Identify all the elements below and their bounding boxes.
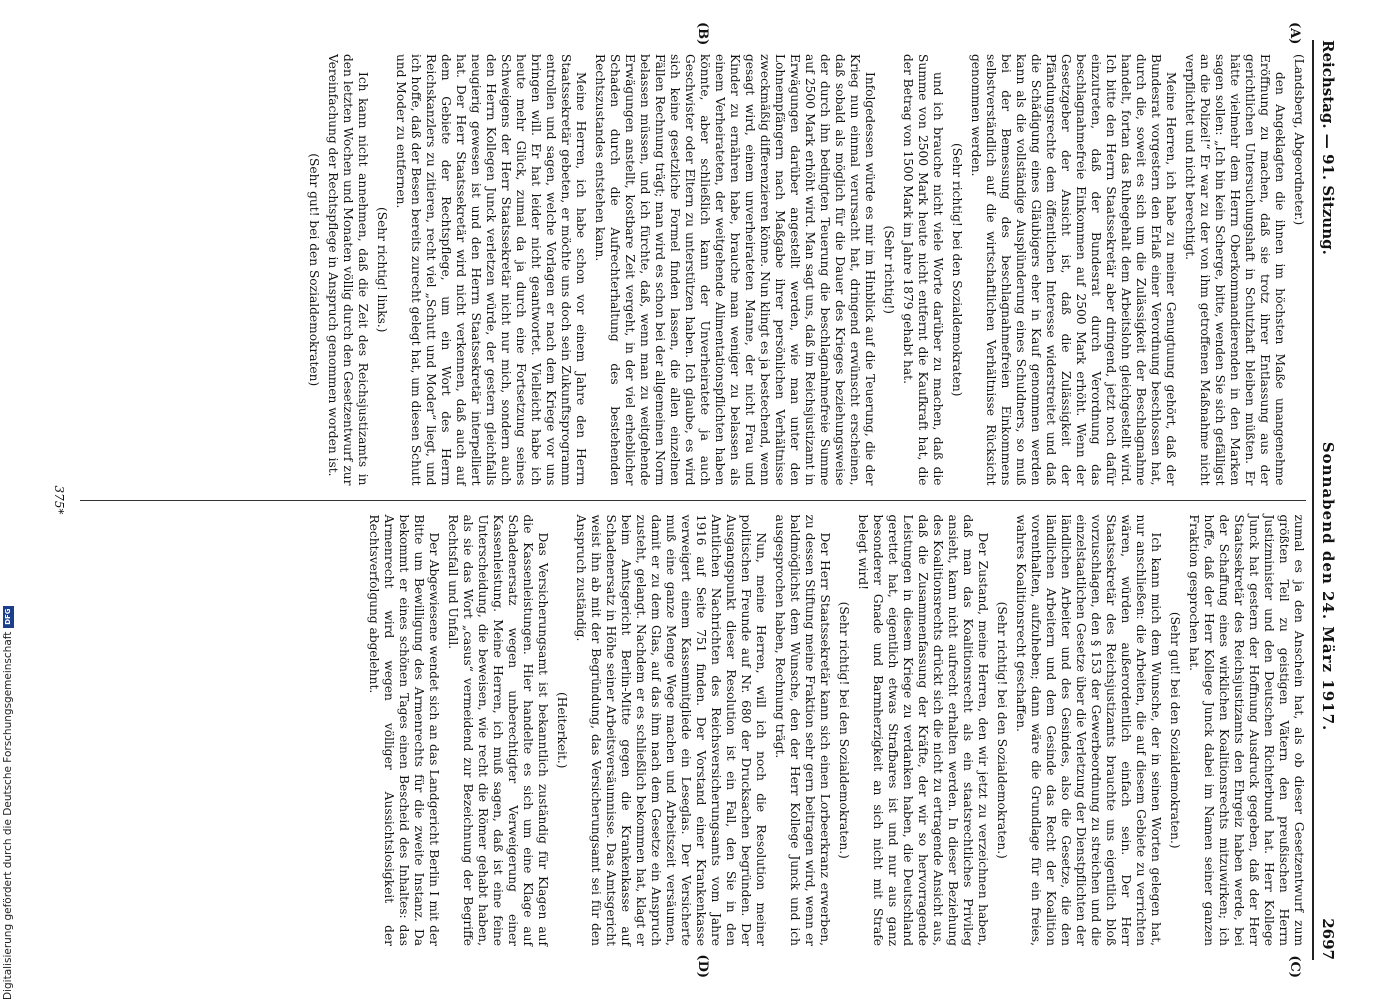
margin-letter-a: (A): [1287, 22, 1302, 45]
interjection: (Sehr gut! bei den Sozialdemokraten): [307, 153, 321, 387]
dfg-logo: DFG: [3, 606, 14, 628]
margin-letter-b: (B): [695, 22, 710, 46]
right-column: [80, 501, 1306, 961]
paragraph: Das Versicherungsamt ist bekanntlich zuständig für Klagen auf die Kassenleistungen. Hier handelte es sich um eine Klage auf Schadenersatz wegen unberechtigter Verweigerung einer Kassenleistung. Meine Herren, ich muß sagen, daß ist eine feine Unterscheidung, die beweisen, wie recht die Römer gehabt haben, als sie das Wort „casus“ vermeidend zur Bezeichnung der Begriffe Rechtsfall und Unfall.: [446, 514, 550, 946]
paragraph: Ich kann nicht annehmen, daß die Zeit des Reichsjustizamts in den letzten Wochen und Monaten völlig durch den Gesetzentwurf zur Vereinfachung der Rechtspflege in Anspruch genommen worden ist.: [326, 54, 370, 486]
interjection: (Sehr richtig!): [882, 225, 896, 314]
page-footer-number: 375*: [52, 485, 66, 515]
digitization-text: Digitalisierung gefördert durch die Deutsche Forschungsgemeinschaft: [2, 631, 14, 1000]
paragraph: Meine Herren, ich habe zu meiner Genugtuung gehört, daß der Bundesrat vorgestern den Erlaß einer Verordnung beschlossen hat, durch die, soweit es sich um die Zulässigkeit der Beschlagnahme handelt, fortan das Ruhegehalt dem Arbeitslohn gleichgestellt wird. Ich bitte den Herrn Staatssekretär aber dringend, jetzt noch dafür einzutreten, daß der Bundesrat durch Verordnung das beschlagnahmefreie Einkommen auf 2500 Mark erhöht. Wenn der Gesetzgeber der Ansicht ist, daß die Zulässigkeit der Pfändungsrechte dem öffentlichen Interesse widerstreitet und daß die Schädigung eines Gläubigers eher in Kauf genommen werden kann als die vollständige Ausplünderung eines Schuldners, so muß bei der Bemessung des beschlagnahmefreien Einkommens selbstverständlich auf die wirtschaftlichen Verhältnisse Rücksicht genommen werden.: [969, 54, 1178, 486]
header-left: Reichstag. — 91. Sitzung.: [1319, 40, 1337, 255]
paragraph: und ich brauche nicht viele Worte darüber zu machen, daß die Summe von 2500 Mark heute nicht entfernt die Kaufkraft hat, die der Betrag von 1500 Mark im Jahre 1879 gehabt hat.: [901, 54, 945, 486]
paragraph: (Landsberg, Abgeordneter.): [1292, 54, 1306, 226]
interjection: (Heiterkeit.): [555, 692, 569, 769]
document-page: [40, 20, 1350, 980]
left-column: [80, 40, 1306, 500]
paragraph: Ich kann mich dem Wunsche, der in seinen Worten gelegen hat, nur anschließen: die Arbeiten, die auf diesem Gebiete zu verrichten wären, würden außerordentlich einfach sein. Der Herr Staatssekretär des Reichsjustizamts brauchte uns eigentlich bloß vorzuschlagen, den § 153 der Gewerbeordnung zu streichen und die einzelstaatlichen Gesetze über die Verletzung der Dienstpflichten der ländlichen Arbeiter und des Gesindes, also die Gesetze, die den ländlichen Arbeitern und dem Gesinde das Recht der Koalition vorenthalten, aufzuheben; dann wäre die Grundlage für ein freies, wahres Koalitionsrecht geschaffen.: [1014, 514, 1163, 946]
paragraph: Der Herr Staatssekretär kann sich einen Lorbeerkranz erwerben, zu dessen Stiftung meine Fraktion sehr gern beitragen wird, wenn er baldmöglichst dem Wunsche, den der Herr Kollege Junck und ich ausgesprochen haben, Rechnung trägt.: [773, 514, 832, 946]
paragraph: Der Abgewiesene wendet sich an das Landgericht Berlin I mit der Bitte um Bewilligung des Armenrechts für die zweite Instanz. Da bekommt er eines schönen Tages einen Bescheid des Inhaltes: das Armenrecht wird wegen völliger Aussichtslosigkeit der Rechtsverfolgung abgelehnt.: [367, 514, 441, 946]
digitization-note: [2, 606, 14, 1000]
interjection: (Sehr richtig! links.): [375, 206, 389, 333]
header-center: Sonnabend den 24. März 1917.: [1319, 441, 1337, 732]
margin-letter-d: (D): [695, 954, 710, 978]
page-number: 2697: [1319, 918, 1337, 960]
interjection: (Sehr richtig! bei den Sozialdemokraten.): [837, 601, 851, 859]
interjection: (Sehr richtig! bei den Sozialdemokraten): [950, 143, 964, 397]
paragraph: Meine Herren, ich habe schon vor einem Jahre den Herrn Staatssekretär gebeten, er möchte uns doch sein Zukunftsprogramm entrollen und sagen, welche Vorlagen er nach dem Kriege vor uns bringen will. Er hat leider nicht geantwortet. Vielleicht habe ich heute mehr Glück, zumal da ja durch eine Fortsetzung seines Schweigens der Herr Staatssekretär nicht nur mich, sondern auch den Herrn Kollegen Junck verletzen würde, der gestern gleichfalls neugierig gewesen ist und den Herrn Staatssekretär interpelliert hat. Der Herr Staatssekretär wird nicht verkennen, daß auch auf dem Gebiete der Rechtspflege, um ein Wort des Herrn Reichskanzlers zu zitieren, recht viel „Schutt und Moder“ liegt, und ich hoffe, daß der Besen bereits zurecht gelegt hat, um diesen Schutt und Moder zu entfernen.: [394, 54, 588, 486]
paragraph: den Angeklagten die ihnen im höchsten Maße unangenehme Eröffnung zu machen, daß sie trotz ihrer Entlassung aus der gerichtlichen Untersuchungshaft in Schutzhaft bleiben müßten. Er hätte vielmehr dem Herrn Oberkommandierenden in den Marken sagen sollen: „Ich bin kein Scherge, bitte, wenden Sie sich gefälligst an die Polizei!“ Er war zu der von ihm getroffenen Maßnahme nicht verpflichtet und nicht berechtigt.: [1183, 54, 1287, 486]
paragraph: Der Zustand, meine Herren, den wir jetzt zu verzeichnen haben, daß man das Koalitionsrecht als ein staatsrechtliches Privileg ansieht, kann nicht aufrecht erhalten werden. In dieser Beziehung des Koalitionsrechts drückt sich die nicht zu ertragende Ansicht aus, daß die Zusammenfassung der Kräfte, der wir so hervorragende Leistungen in diesem Kriege zu verdanken haben, die Deutschland gerettet hat, eigentlich etwas Strafbares ist und nur aus ganz besonderer Gnade und Barmherzigkeit an sich nicht mit Strafe belegt wird!: [856, 514, 990, 946]
interjection: (Sehr gut! bei den Sozialdemokraten.): [1168, 611, 1182, 849]
paragraph: zumal es ja den Anschein hat, als ob dieser Gesetzentwurf zum größten Teil zu geistigen Vätern den preußischen Herrn Justizminister und den Deutschen Richterbund hat. Herr Kollege Junck hat gestern der Hoffnung Ausdruck gegeben, daß der Herr Staatssekretär des Reichsjustizamts den Ehrgeiz haben werde, bei der Schaffung eines wirklichen Koalitionsrechts mitzuwirken; ich hoffe, daß der Herr Kollege Junck dabei im Namen seiner ganzen Fraktion gesprochen hat.: [1187, 514, 1306, 946]
paragraph: Nun, meine Herren, will ich noch die Resolution meiner politischen Freunde auf Nr. 680 der Drucksachen begründen. Der Ausgangspunkt dieser Resolution ist ein Fall, den Sie in den Amtlichen Nachrichten des Reichsversicherungsamts vom Jahre 1916 auf Seite 751 finden. Der Vorstand einer Krankenkasse verweigert einem Kassenmitgliede ein Leseglas. Der Versicherte muß eine ganze Menge Wege machen und Arbeitszeit versäumen, damit er zu dem Glas, auf das ihm nach dem Gesetze ein Anspruch zusteht, gelangt. Nachdem er es schließlich bekommen hat, klagt er beim Amtsgericht Berlin-Mitte gegen die Krankenkasse auf Schadenersatz in Höhe seiner Arbeitsversäumnisse. Das Amtsgericht weist ihn ab mit der Begründung, das Versicherungsamt sei für den Anspruch zuständig.: [574, 514, 768, 946]
interjection: (Sehr richtig! bei den Sozialdemokraten.): [995, 601, 1009, 859]
margin-letter-c: (C): [1287, 955, 1302, 978]
text-columns: [80, 40, 1306, 960]
page-header: [1312, 40, 1342, 960]
paragraph: Infolgedessen würde es mir im Hinblick auf die Teuerung, die der Krieg nun einmal verursacht hat, dringend erwünscht erscheinen, daß sobald als möglich für die Dauer des Krieges beziehungsweise der durch ihn bedingten Teuerung die beschlagnahmefreie Summe auf 2500 Mark erhöht wird. Man sagt uns, daß im Reichsjustizamt in Erwägungen darüber angestellt werden, wie man unter den Lohnempfängern nach Maßgabe ihrer persönlichen Verhältnisse zweckmäßig differenzieren könne. Nun klingt es ja bestechend, wenn gesagt wird, einem unverheirateten Manne, der nicht Frau und Kinder zu ernähren habe, brauche man weniger zu belassen als einem Verheirateten, der weitgehende Alimentationspflichten haben könnte, aber schließlich kann der Unverheiratete ja auch Geschwister oder Eltern zu unterstützen haben. Ich glaube, es wird sich keine gesetzliche Formel finden lassen, die allen einzelnen Fällen Rechnung trägt; man wird es schon bei der allgemeinen Norm belassen müssen, und ich fürchte, daß, wenn man zu weitgehende Erwägungen anstellt, kostbare Zeit vergeht, in der viel erheblicher Schaden durch die Aufrechterhaltung des bestehenden Rechtszustandes entstehen kann.: [593, 54, 877, 486]
